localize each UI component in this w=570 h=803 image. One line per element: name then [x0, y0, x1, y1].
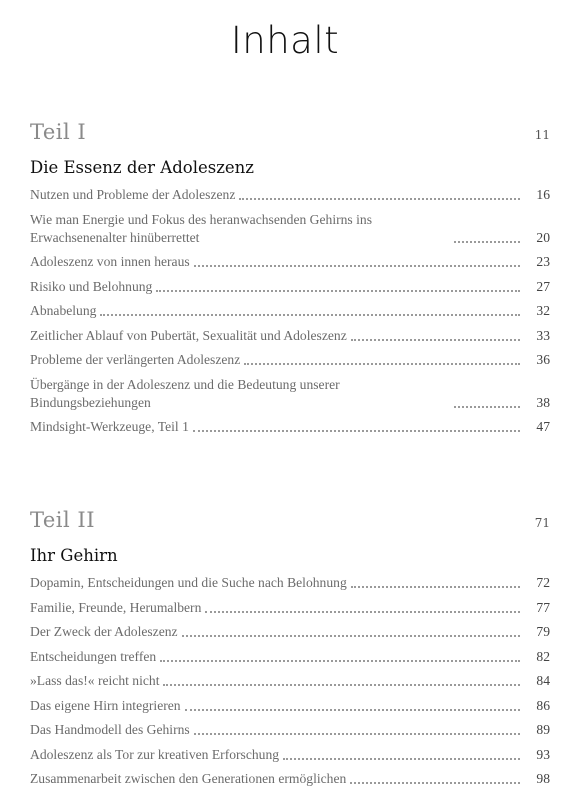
- toc-entry-title: Das Handmodell des Gehirns: [30, 722, 190, 737]
- toc-entry[interactable]: [30, 721, 550, 739]
- toc-entry-title: Wie man Energie und Fokus des heranwachsenden Gehirns ins Erwachsenenalter hinüberrettet: [30, 211, 372, 245]
- toc-entry-page: 79: [536, 624, 550, 639]
- toc-entry[interactable]: [30, 211, 550, 247]
- toc-entry-title: Risiko und Belohnung: [30, 278, 153, 294]
- dot-leader: [350, 782, 520, 784]
- toc-entry-title: Entscheidungen treffen: [30, 648, 157, 664]
- dot-leader: [100, 314, 520, 316]
- part-page-number: 11: [534, 128, 550, 142]
- toc-entry[interactable]: [30, 253, 550, 271]
- toc-entry[interactable]: [30, 697, 550, 715]
- toc-entry-page: 72: [536, 575, 550, 590]
- toc-entry[interactable]: [30, 574, 550, 592]
- toc-entry-page: 84: [536, 673, 550, 688]
- part-1: [30, 120, 550, 443]
- part-label: Teil I: [30, 120, 87, 144]
- toc-entry-page: 98: [536, 771, 550, 786]
- toc-entry[interactable]: [30, 376, 550, 412]
- toc-entry-title: Zeitlicher Ablauf von Pubertät, Sexualität und Adoleszenz: [30, 327, 347, 343]
- dot-leader: [244, 363, 520, 365]
- toc-entry[interactable]: [30, 623, 550, 641]
- toc-entry-page: 32: [536, 303, 550, 318]
- toc-entry-title: Familie, Freunde, Herumalbern: [30, 599, 202, 615]
- toc-entry-page: 93: [536, 746, 550, 762]
- toc-entry[interactable]: [30, 278, 550, 296]
- toc-entries: [30, 186, 550, 436]
- toc-entry-page: 20: [536, 229, 550, 245]
- part-page-number: 71: [534, 516, 550, 530]
- toc-entry-title: Probleme der verlängerten Adoleszenz: [30, 352, 241, 367]
- section-title: Ihr Gehirn: [30, 546, 118, 565]
- toc-entry-title: »Lass das!« reicht nicht: [30, 673, 160, 688]
- toc-entry[interactable]: [30, 599, 550, 617]
- dot-leader: [351, 586, 520, 588]
- dot-leader: [163, 684, 520, 686]
- toc-entry[interactable]: [30, 351, 550, 369]
- toc-entry-page: 33: [536, 327, 550, 343]
- toc-entry-page: 82: [536, 648, 550, 664]
- toc-entry-page: 38: [536, 394, 550, 410]
- dot-leader: [454, 241, 520, 243]
- part-header: [30, 120, 550, 148]
- dot-leader: [194, 733, 520, 735]
- toc-entry-title: Mindsight-Werkzeuge, Teil 1: [30, 419, 189, 434]
- toc-entry[interactable]: [30, 770, 550, 788]
- toc-entry[interactable]: [30, 746, 550, 764]
- toc-entry-title: Nutzen und Probleme der Adoleszenz: [30, 187, 236, 202]
- toc-entry-page: 27: [536, 278, 550, 294]
- dot-leader: [160, 660, 520, 662]
- section-title: Die Essenz der Adoleszenz: [30, 158, 254, 177]
- toc-entry-page: 89: [536, 722, 550, 737]
- toc-entry-title: Dopamin, Entscheidungen und die Suche nach Belohnung: [30, 575, 347, 590]
- dot-leader: [185, 709, 520, 711]
- part-label: Teil II: [30, 508, 96, 532]
- toc-entry-title: Das eigene Hirn integrieren: [30, 697, 181, 713]
- dot-leader: [194, 265, 520, 267]
- dot-leader: [283, 758, 520, 760]
- toc-entry-page: 47: [536, 419, 550, 434]
- toc-entry-page: 86: [536, 697, 550, 713]
- toc-entry-title: Abnabelung: [30, 303, 97, 318]
- dot-leader: [239, 198, 520, 200]
- dot-leader: [182, 635, 520, 637]
- toc-entry-page: 77: [536, 599, 550, 615]
- page-title: Inhalt: [230, 19, 340, 62]
- toc-entry-title: Adoleszenz als Tor zur kreativen Erforschung: [30, 746, 280, 762]
- toc-entry[interactable]: [30, 302, 550, 320]
- part-header: [30, 508, 550, 536]
- toc-entry[interactable]: [30, 186, 550, 204]
- dot-leader: [205, 611, 520, 613]
- toc-entries: [30, 574, 550, 788]
- toc-entry-page: 16: [536, 187, 550, 202]
- toc-entry-title: Zusammenarbeit zwischen den Generationen ermöglichen: [30, 771, 347, 786]
- toc-entry[interactable]: [30, 327, 550, 345]
- toc-entry[interactable]: [30, 672, 550, 690]
- toc-entry[interactable]: [30, 648, 550, 666]
- toc-entry[interactable]: [30, 418, 550, 436]
- part-2: [30, 508, 550, 795]
- toc-entry-page: 23: [536, 254, 550, 269]
- dot-leader: [193, 430, 520, 432]
- toc-entry-page: 36: [536, 352, 550, 367]
- toc-entry-title: Adoleszenz von innen heraus: [30, 254, 190, 269]
- toc-entry-title: Der Zweck der Adoleszenz: [30, 624, 178, 639]
- dot-leader: [156, 290, 520, 292]
- dot-leader: [351, 339, 520, 341]
- dot-leader: [454, 406, 520, 408]
- toc-entry-title: Übergänge in der Adoleszenz und die Bedeutung unserer Bindungsbeziehungen: [30, 376, 340, 410]
